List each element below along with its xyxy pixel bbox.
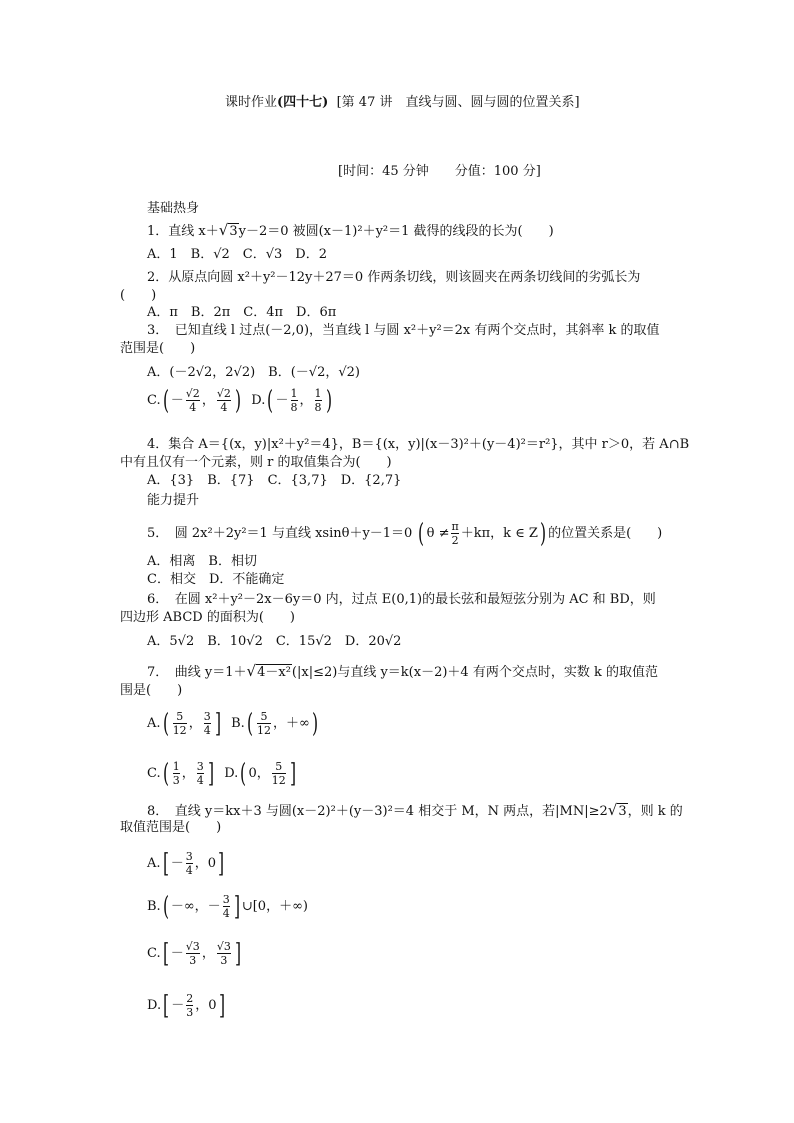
question-8: 8． 直线 y＝kx＋3 与圆(x－2)²＋(y－3)²＝4 相交于 M，N 两点，若|MN|≥2√3，则 k 的 bbox=[147, 801, 683, 819]
question-6-line2: 四边形 ABCD 的面积为( ) bbox=[120, 610, 295, 625]
question-5: 5． 圆 2x²＋2y²＝1 与直线 xsinθ＋y－1＝0 ( θ ≠ $\frac{\pi}{2}$ ＋kπ，k ∈ Z) 的位置关系是( ) bbox=[147, 518, 663, 549]
title-number: (四十七) bbox=[277, 95, 329, 110]
q5-frac: $\frac{\pi}{2}$ bbox=[451, 520, 459, 547]
section-advanced: 能力提升 bbox=[147, 493, 200, 508]
q8-text-b: ，则 k 的 bbox=[627, 804, 683, 819]
q8-optC-frac1: $\frac{√3}{3}$ bbox=[185, 940, 200, 967]
q5-cond-b: ＋kπ，k ∈ Z bbox=[460, 526, 538, 541]
q2-options: A．π B．2π C．4π D．6π bbox=[147, 305, 337, 320]
question-2-line2: ( ) bbox=[120, 288, 157, 303]
question-2-line1: 2．从原点向圆 x²＋y²－12y＋27＝0 作两条切线，则该圆夹在两条切线间的劣弧长为 bbox=[147, 270, 641, 285]
q7-sqrt: 4－x² bbox=[257, 665, 291, 680]
question-3-line2: 范围是( ) bbox=[120, 341, 196, 356]
q7-options-cd: C.( $\frac{1}{3}$ ， $\frac{3}{4}$ ] D.( 0， $\frac{5}{12}$ ] bbox=[147, 758, 296, 789]
q3-optD-frac1: $\frac{1}{8}$ bbox=[290, 387, 298, 414]
q5-text-b: 的位置关系是( ) bbox=[548, 526, 663, 541]
q8-optD-tail: ，0 bbox=[195, 998, 217, 1013]
q5-options-1: A．相离 B．相切 bbox=[147, 554, 257, 569]
q8-option-d: D.[ － $\frac{2}{3}$ ，0] bbox=[147, 990, 225, 1021]
q6-options: A．5√2 B．10√2 C．15√2 D．20√2 bbox=[147, 634, 402, 649]
question-1: 1．直线 x＋√3y－2＝0 被圆(x－1)²＋y²＝1 截得的线段的长为( ) bbox=[147, 221, 554, 239]
q5-options-2: C．相交 D．不能确定 bbox=[147, 572, 285, 587]
q3-options-cd: C.( － $\frac{√2}{4}$ ， $\frac{√2}{4}$ ) D.( － $\frac{1}{8}$ ， $\frac{1}{8}$ ) bbox=[147, 385, 332, 416]
q8-optD-frac: $\frac{2}{3}$ bbox=[186, 992, 194, 1019]
q8-optB-label: B. bbox=[147, 899, 161, 914]
question-3-line1: 3． 已知直线 l 过点(－2,0)，当直线 l 与圆 x²＋y²＝2x 有两个交点时，其斜率 k 的取值 bbox=[147, 323, 660, 338]
q3-optC-frac1: $\frac{√2}{4}$ bbox=[185, 387, 200, 414]
q8-optD-label: D. bbox=[147, 998, 162, 1013]
q8-optB-frac: $\frac{3}{4}$ bbox=[222, 893, 230, 920]
q7-optC-label: C. bbox=[147, 766, 161, 781]
q8-optC-label: C. bbox=[147, 946, 161, 961]
q5-cond-a: θ ≠ bbox=[426, 526, 450, 541]
question-4-line1: 4．集合 A＝{(x，y)|x²＋y²＝4}，B＝{(x，y)|(x－3)²＋(y－4)²＝r²}，其中 r＞0，若 A∩B bbox=[147, 437, 690, 452]
q7-optD-label: D. bbox=[224, 766, 239, 781]
q4-options: A．{3} B．{7} C．{3,7} D．{2,7} bbox=[147, 473, 402, 488]
q3-optD-label: D. bbox=[251, 393, 266, 408]
q3-optC-label: C. bbox=[147, 393, 161, 408]
q3-options-ab: A．(－2√2，2√2) B．(－√2，√2) bbox=[147, 365, 360, 380]
q8-optB-tail: ∪[0，＋∞) bbox=[241, 899, 308, 914]
question-8-line2: 取值范围是( ) bbox=[120, 820, 222, 835]
q1-text-a: 1．直线 x＋ bbox=[147, 224, 219, 239]
q1-options: A．1 B．√2 C．√3 D．2 bbox=[147, 247, 327, 262]
q7-optA-frac2: $\frac{3}{4}$ bbox=[203, 710, 211, 737]
q7-optB-tail: ，＋∞ bbox=[272, 716, 310, 731]
q7-optD-frac: $\frac{5}{12}$ bbox=[271, 760, 286, 787]
section-basic: 基础热身 bbox=[147, 201, 200, 216]
q7-optA-frac1: $\frac{5}{12}$ bbox=[172, 710, 187, 737]
title-topic: [第 47 讲 直线与圆、圆与圆的位置关系] bbox=[336, 95, 580, 110]
q5-text-a: 5． 圆 2x²＋2y²＝1 与直线 xsinθ＋y－1＝0 bbox=[147, 526, 413, 541]
q7-optB-frac: $\frac{5}{12}$ bbox=[256, 710, 271, 737]
q8-option-a: A.[ － $\frac{3}{4}$ ，0] bbox=[147, 848, 225, 879]
q7-options-ab: A.( $\frac{5}{12}$ ， $\frac{3}{4}$ ] B.( $\frac{5}{12}$ ，＋∞) bbox=[147, 708, 318, 739]
q8-optA-tail: ，0 bbox=[194, 856, 216, 871]
q8-option-c: C.[ － $\frac{√3}{3}$ ， $\frac{√3}{3}$ ] bbox=[147, 938, 241, 969]
q7-optC-frac1: $\frac{1}{3}$ bbox=[172, 760, 180, 787]
q8-optB-a: －∞，－ bbox=[170, 899, 221, 914]
title-main: 课时作业 bbox=[225, 95, 278, 110]
q7-text-a: 7． 曲线 y＝1＋ bbox=[147, 665, 247, 680]
q8-sqrt: 3 bbox=[618, 804, 627, 819]
question-6-line1: 6． 在圆 x²＋y²－2x－6y＝0 内，过点 E(0,1)的最长弦和最短弦分别为 AC 和 BD，则 bbox=[147, 592, 656, 607]
question-4-line2: 中有且仅有一个元素，则 r 的取值集合为( ) bbox=[120, 455, 392, 470]
q7-text-b: (|x|≤2)与直线 y＝k(x－2)＋4 有两个交点时，实数 k 的取值范 bbox=[291, 665, 658, 680]
q8-optC-frac2: $\frac{√3}{3}$ bbox=[216, 940, 231, 967]
q1-text-b: y－2＝0 被圆(x－1)²＋y²＝1 截得的线段的长为( ) bbox=[238, 224, 554, 239]
page-title bbox=[225, 95, 580, 111]
q7-optA-label: A. bbox=[147, 716, 161, 731]
q1-sqrt: 3 bbox=[229, 224, 238, 239]
q8-text-a: 8． 直线 y＝kx＋3 与圆(x－2)²＋(y－3)²＝4 相交于 M，N 两点，若|MN|≥2 bbox=[147, 804, 608, 819]
q8-optA-frac: $\frac{3}{4}$ bbox=[185, 850, 193, 877]
question-7-line2: 围是( ) bbox=[120, 683, 183, 698]
time-score-info: [时间：45 分钟 分值：100 分] bbox=[338, 164, 541, 179]
q8-optA-label: A. bbox=[147, 856, 161, 871]
q7-optB-label: B. bbox=[231, 716, 245, 731]
question-7: 7． 曲线 y＝1＋√4－x²(|x|≤2)与直线 y＝k(x－2)＋4 有两个交点时，实数 k 的取值范 bbox=[147, 662, 658, 680]
q3-optC-frac2: $\frac{√2}{4}$ bbox=[216, 387, 231, 414]
q8-option-b: B.( －∞，－ $\frac{3}{4}$ ] ∪[0，＋∞) bbox=[147, 891, 308, 922]
q7-optD-a: 0， bbox=[248, 766, 270, 781]
q7-optC-frac2: $\frac{3}{4}$ bbox=[196, 760, 204, 787]
q3-optD-frac2: $\frac{1}{8}$ bbox=[314, 387, 322, 414]
